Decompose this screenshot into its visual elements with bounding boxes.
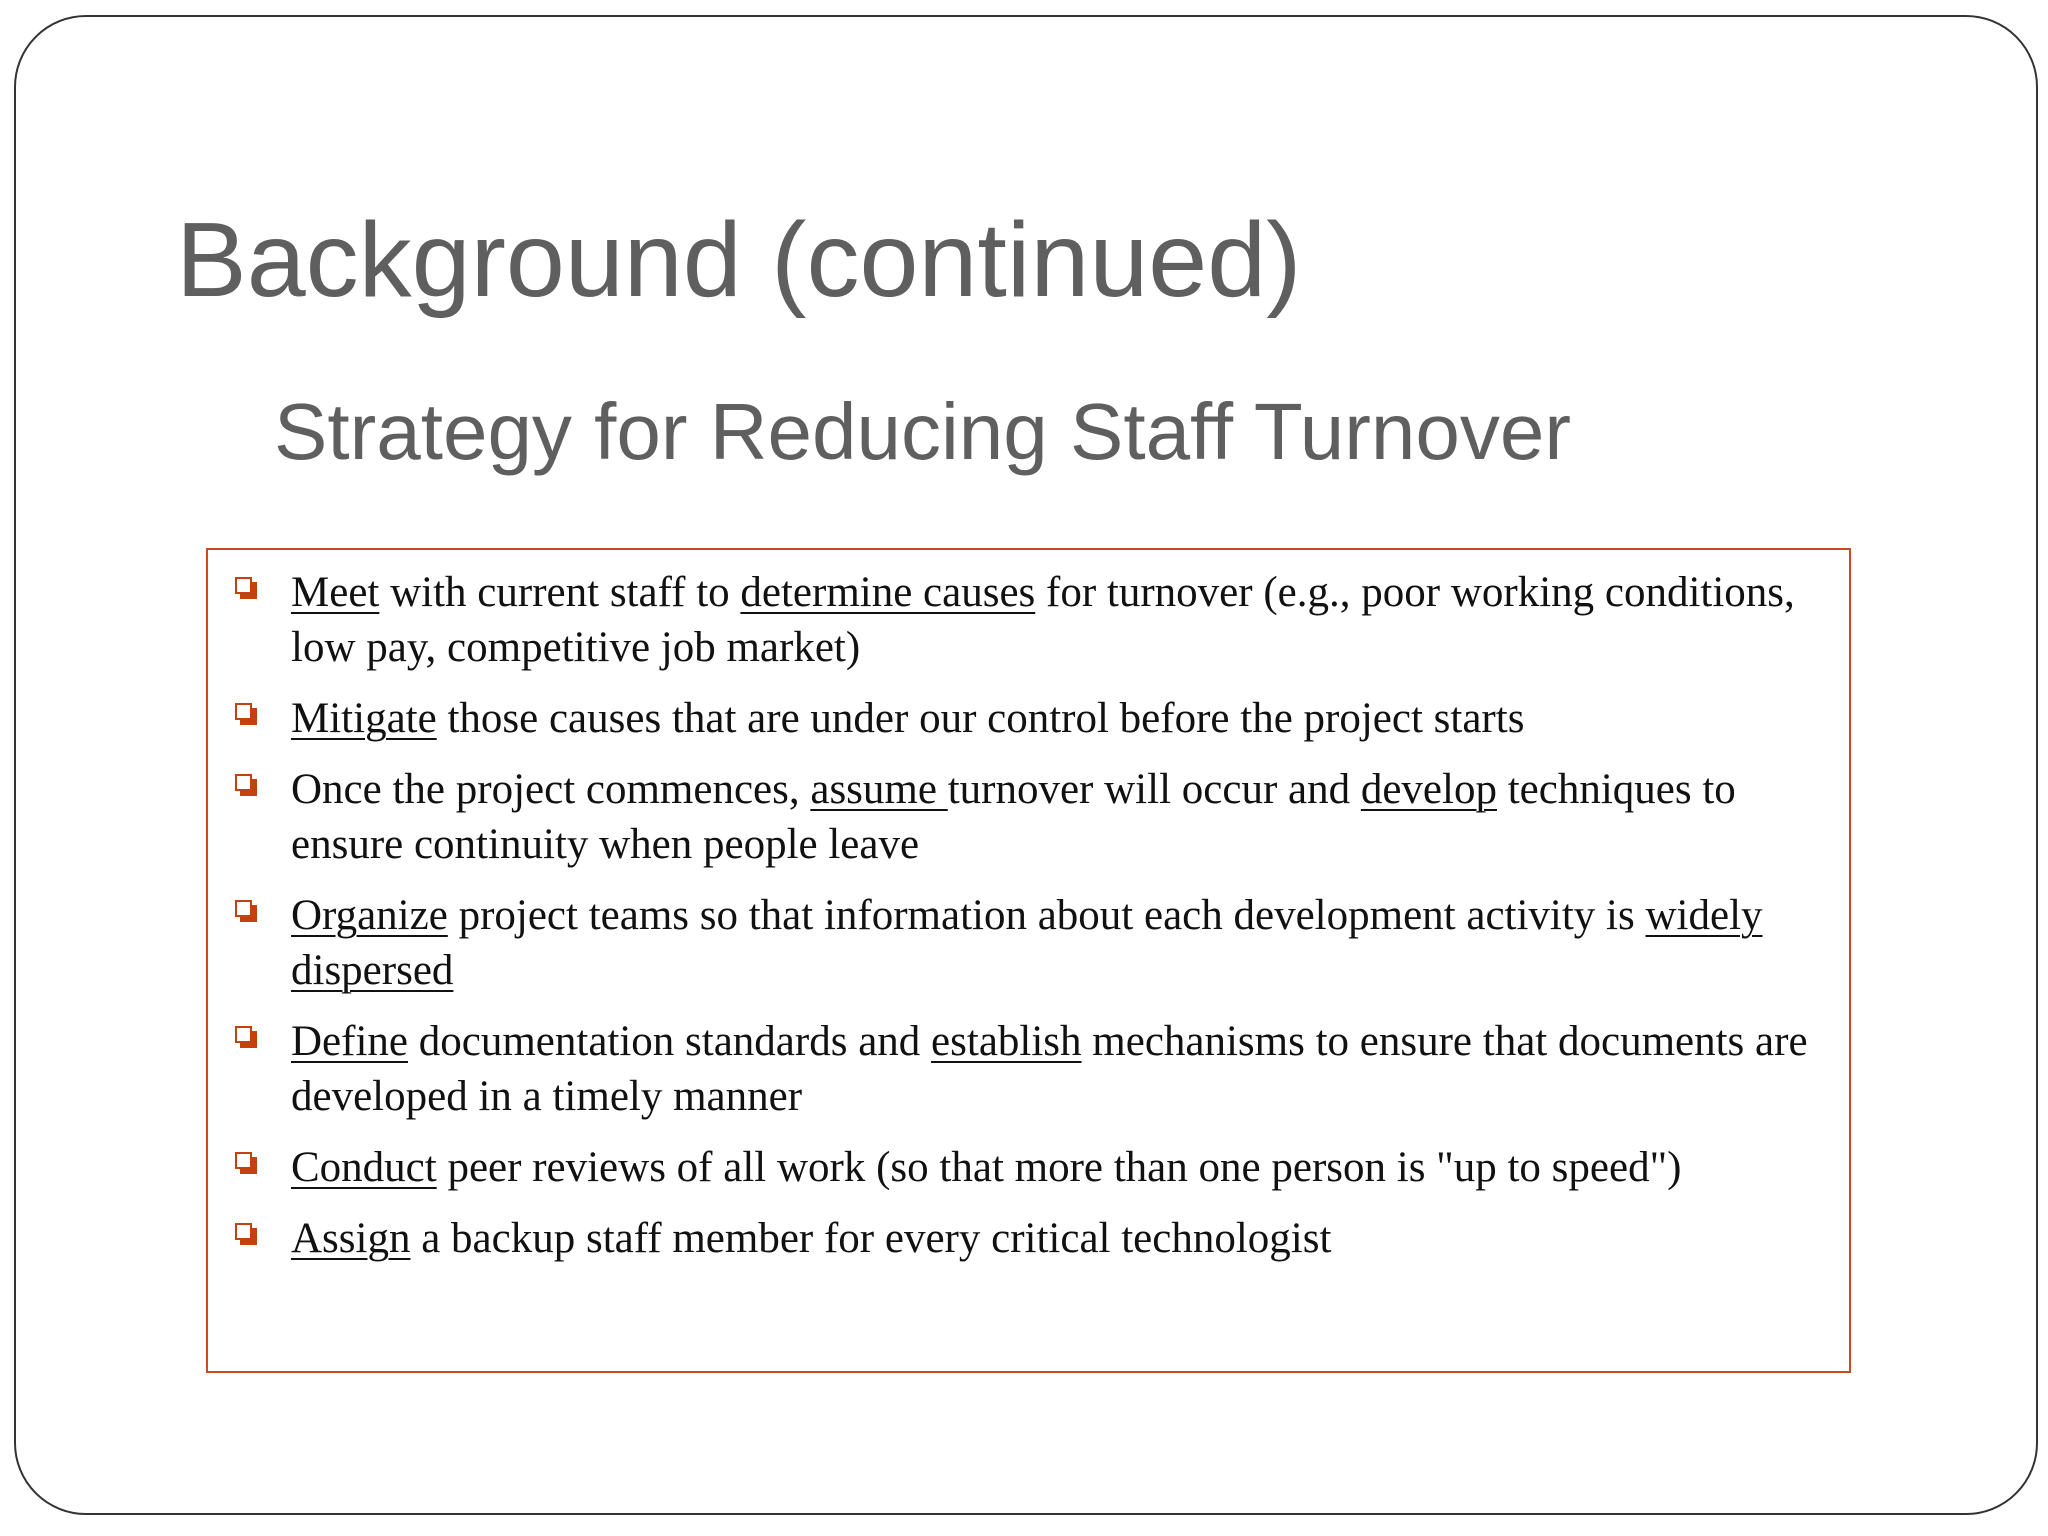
bullet-item: [208, 565, 1849, 675]
bullet-keyword: Meet: [291, 569, 380, 616]
checkbox-square-icon: [235, 1152, 257, 1174]
bullet-item: [208, 691, 1849, 746]
bullet-text: with current staff to: [379, 569, 741, 616]
slide-title: Background (continued): [176, 201, 1302, 319]
bullet-keyword: Mitigate: [291, 695, 437, 742]
bullet-text: documentation standards and: [408, 1018, 932, 1065]
checkbox-square-icon: [235, 577, 257, 599]
slide-subtitle: Strategy for Reducing Staff Turnover: [274, 387, 1571, 476]
checkbox-square-icon: [235, 900, 257, 922]
bullet-item: [208, 1014, 1849, 1124]
bullet-text: mechanisms to ensure that documents are developed in a timely manner: [291, 1018, 1808, 1120]
bullet-item: [208, 1140, 1849, 1195]
bullet-content-box: [206, 548, 1851, 1373]
bullet-keyword: Assign: [291, 1215, 411, 1262]
checkbox-square-icon: [235, 703, 257, 725]
bullet-keyword: Define: [291, 1018, 408, 1065]
bullet-keyword: widely dispersed: [291, 892, 1763, 994]
bullet-keyword: Conduct: [291, 1144, 437, 1191]
bullet-text: turnover will occur and: [947, 766, 1361, 813]
bullet-text: peer reviews of all work (so that more than one person is "up to speed"): [436, 1144, 1682, 1191]
checkbox-square-icon: [235, 1223, 257, 1245]
slide-frame: [14, 15, 2038, 1515]
bullet-list: [208, 565, 1849, 1282]
bullet-text: Once the project commences,: [291, 766, 811, 813]
bullet-text: techniques to ensure continuity when people leave: [291, 766, 1736, 868]
bullet-keyword: develop: [1360, 766, 1497, 813]
checkbox-square-icon: [235, 774, 257, 796]
bullet-keyword: assume: [810, 766, 948, 813]
checkbox-square-icon: [235, 1026, 257, 1048]
bullet-text: for turnover (e.g., poor working conditions, low pay, competitive job market): [291, 569, 1795, 671]
bullet-keyword: determine causes: [740, 569, 1036, 616]
bullet-item: [208, 1211, 1849, 1266]
bullet-keyword: establish: [931, 1018, 1082, 1065]
bullet-text: those causes that are under our control before the project starts: [436, 695, 1525, 742]
bullet-item: [208, 762, 1849, 872]
bullet-keyword: Organize: [291, 892, 448, 939]
bullet-text: project teams so that information about each development activity is: [447, 892, 1646, 939]
bullet-text: a backup staff member for every critical technologist: [410, 1215, 1332, 1262]
bullet-item: [208, 888, 1849, 998]
